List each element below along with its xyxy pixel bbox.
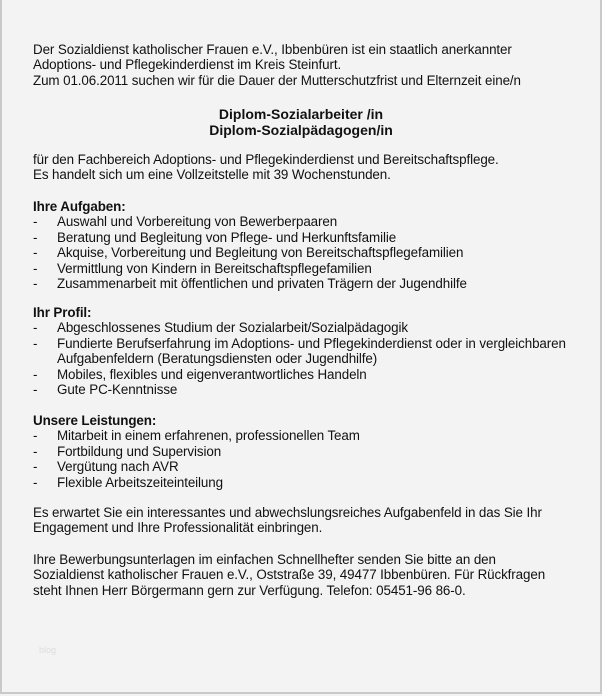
- list-item: [33, 214, 593, 229]
- section-heading: Unsere Leistungen:: [33, 413, 157, 428]
- text-line: Ihre Bewerbungsunterlagen im einfachen Schnellhefter senden Sie bitte an den: [33, 552, 496, 567]
- list-item: [33, 444, 593, 459]
- bullet: -: [33, 428, 38, 444]
- text-line: Adoptions- und Pflegekinderdienst im Kreis Steinfurt.: [33, 57, 342, 73]
- item-text: Zusammenarbeit mit öffentlichen und privaten Trägern der Jugendhilfe: [57, 276, 467, 292]
- text-line: steht Ihnen Herr Börgermann gern zur Verfügung. Telefon: 05451-96 86-0.: [33, 582, 466, 598]
- text-line: Engagement und Ihre Professionalität einbringen.: [33, 520, 323, 536]
- item-text: Gute PC-Kenntnisse: [57, 382, 178, 398]
- expectation-paragraph: [33, 505, 593, 536]
- title-line: Diplom-Sozialarbeiter /in: [218, 106, 384, 122]
- bullet: -: [33, 443, 38, 459]
- text-line: Der Sozialdienst katholischer Frauen e.V., Ibbenbüren ist ein staatlich anerkannter: [33, 42, 512, 57]
- item-text: Vermittlung von Kindern in Bereitschaftspflegefamilien: [57, 260, 372, 276]
- bullet: -: [33, 320, 38, 336]
- intro-paragraph: [33, 42, 593, 88]
- bullet: -: [33, 335, 38, 351]
- list-item: [33, 336, 593, 367]
- section-heading: Ihr Profil:: [33, 305, 92, 320]
- item-text: Mitarbeit in einem erfahrenen, professionellen Team: [57, 428, 360, 444]
- item-text: Fundierte Berufserfahrung im Adoptions- und Pflegekinderdienst oder in vergleichbaren: [57, 335, 566, 351]
- list-item: [33, 245, 593, 260]
- list-item: [33, 367, 593, 382]
- list-item: [33, 382, 593, 397]
- job-title: [0, 106, 602, 138]
- text-line: Sozialdienst katholischer Frauen e.V., Oststraße 39, 49477 Ibbenbüren. Für Rückfragen: [33, 567, 546, 583]
- application-paragraph: [33, 552, 593, 598]
- bullet: -: [33, 276, 38, 292]
- item-text: Vergütung nach AVR: [57, 459, 179, 475]
- bullet: -: [33, 474, 38, 490]
- text-line: Es handelt sich um eine Vollzeitstelle mit 39 Wochenstunden.: [33, 167, 391, 183]
- bullet: -: [33, 245, 38, 261]
- item-text: Aufgabenfeldern (Beratungsdiensten oder Jugendhilfe): [57, 351, 378, 367]
- title-line: Diplom-Sozialpädagogen/in: [209, 122, 393, 138]
- section-profile: [33, 305, 593, 397]
- watermark: blog: [39, 645, 57, 655]
- department-paragraph: [33, 152, 593, 183]
- item-text: Auswahl und Vorbereitung von Bewerberpaaren: [57, 214, 338, 230]
- list-item: [33, 320, 593, 335]
- bullet: -: [33, 382, 38, 398]
- text-line: Zum 01.06.2011 suchen wir für die Dauer der Mutterschutzfrist und Elternzeit eine/n: [33, 72, 521, 88]
- list-item: [33, 459, 593, 474]
- bullet: -: [33, 214, 38, 230]
- text-line: für den Fachbereich Adoptions- und Pflegekinderdienst und Bereitschaftspflege.: [33, 152, 499, 167]
- item-text: Abgeschlossenes Studium der Sozialarbeit/Sozialpädagogik: [57, 320, 408, 336]
- bullet: -: [33, 260, 38, 276]
- list-item: [33, 261, 593, 276]
- item-text: Beratung und Begleitung von Pflege- und Herkunftsfamilie: [57, 229, 397, 245]
- bullet: -: [33, 366, 38, 382]
- list-item: [33, 475, 593, 490]
- list-item: [33, 276, 593, 291]
- item-text: Flexible Arbeitszeiteinteilung: [57, 474, 223, 490]
- item-text: Mobiles, flexibles und eigenverantwortliches Handeln: [57, 366, 367, 382]
- text-line: Es erwartet Sie ein interessantes und abwechslungsreiches Aufgabenfeld in das Sie Ihr: [33, 505, 542, 520]
- list-item: [33, 230, 593, 245]
- section-benefits: [33, 413, 593, 490]
- bullet: -: [33, 229, 38, 245]
- section-tasks: [33, 199, 593, 291]
- item-text: Fortbildung und Supervision: [57, 443, 222, 459]
- list-item: [33, 428, 593, 443]
- bullet: -: [33, 459, 38, 475]
- section-heading: Ihre Aufgaben:: [33, 199, 126, 214]
- item-text: Akquise, Vorbereitung und Begleitung von Bereitschaftspflegefamilien: [57, 245, 464, 261]
